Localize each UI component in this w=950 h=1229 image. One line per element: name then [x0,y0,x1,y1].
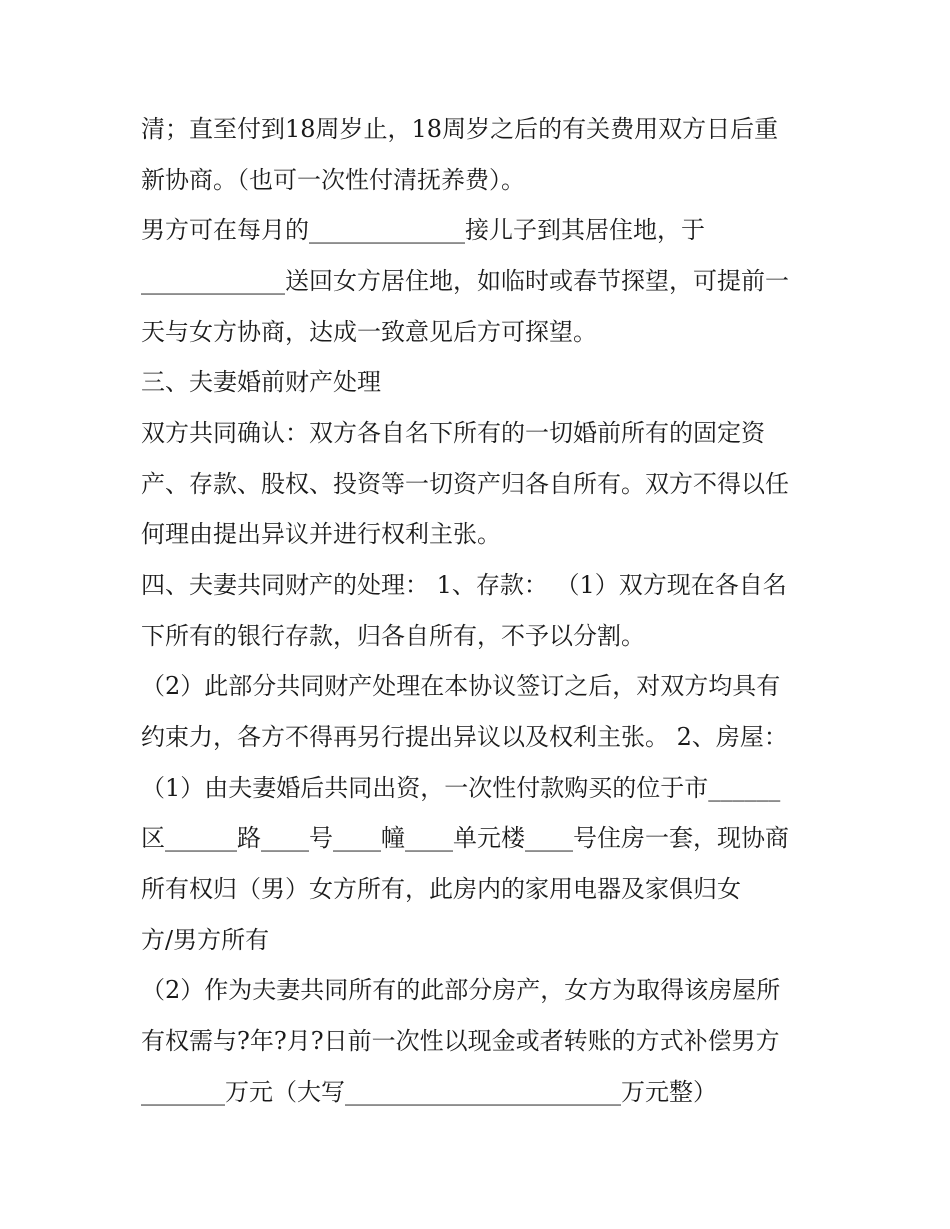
text-line: 约束力，各方不得再另行提出异议以及权利主张。 2、房屋： [141,723,788,751]
section-heading: 四、夫妻共同财产的处理： 1、存款： （1）双方现在各自名 [141,571,787,599]
text-line: 有权需与?年?月?日前一次性以现金或者转账的方式补偿男方 [141,1027,780,1055]
text-line: 方/男方所有 [141,926,270,954]
text-line: 下所有的银行存款，归各自所有，不予以分割。 [141,622,645,650]
text-line: 何理由提出异议并进行权利主张。 [141,520,501,548]
text-line: 产、存款、股权、投资等一切资产归各自所有。双方不得以任 [141,470,789,498]
text-line: （2）此部分共同财产处理在本协议签订之后，对双方均具有 [141,672,781,700]
text-line: _______万元（大写_______________________万元整） [141,1078,717,1106]
section-heading: 三、夫妻婚前财产处理 [141,368,381,396]
text-line: 天与女方协商，达成一致意见后方可探望。 [141,318,597,346]
text-line: 男方可在每月的_____________接儿子到其居住地，于 [141,216,705,244]
text-line: 所有权归（男）女方所有，此房内的家用电器及家俱归女 [141,875,741,903]
text-line: 区______路____号____幢____单元楼____号住房一套，现协商 [141,824,789,852]
text-line: ____________送回女方居住地，如临时或春节探望，可提前一 [141,267,789,295]
text-line: （1）由夫妻婚后共同出资，一次性付款购买的位于市______ [141,774,781,802]
text-line: （2）作为夫妻共同所有的此部分房产，女方为取得该房屋所 [141,976,781,1004]
text-line: 双方共同确认：双方各自名下所有的一切婚前所有的固定资 [141,419,765,447]
text-line: 新协商。（也可一次性付清抚养费）。 [141,166,525,194]
text-line: 清；直至付到18周岁止，18周岁之后的有关费用双方日后重 [141,115,779,143]
